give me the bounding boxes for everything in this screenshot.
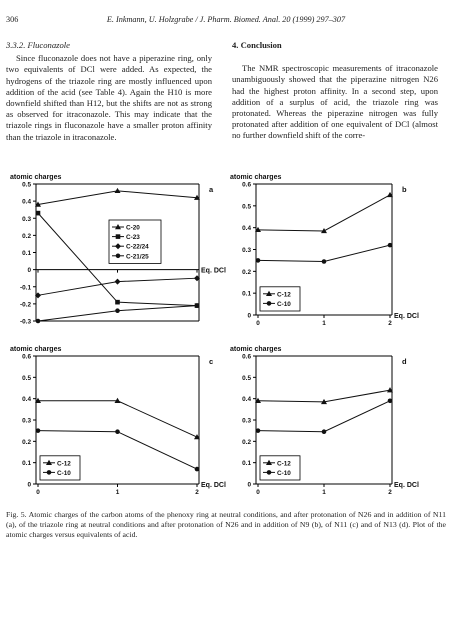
- y-tick-label: 0.3: [22, 215, 31, 223]
- data-point: [36, 428, 41, 433]
- y-tick-label: 0.2: [242, 438, 251, 446]
- data-point: [116, 254, 121, 259]
- y-tick-label: 0.2: [242, 268, 251, 276]
- y-tick-label: -0.1: [19, 284, 31, 292]
- y-tick-label: 0.1: [242, 460, 251, 468]
- y-tick-label: 0.2: [22, 438, 31, 446]
- data-point: [115, 308, 120, 313]
- y-tick-label: 0: [247, 481, 251, 489]
- section-heading: 3.3.2. Fluconazole: [6, 40, 70, 50]
- figure-5: [6, 168, 446, 503]
- data-point: [322, 259, 327, 264]
- y-tick-label: 0.6: [242, 353, 251, 361]
- y-axis-label: atomic charges: [230, 346, 282, 353]
- x-axis-label: Eq. DCl: [201, 267, 226, 275]
- data-point: [115, 300, 120, 305]
- x-tick-label: 2: [388, 489, 392, 496]
- y-tick-label: 0.1: [22, 250, 31, 257]
- y-tick-label: 0.3: [242, 247, 251, 254]
- legend-label: C-20: [126, 224, 140, 232]
- x-tick-label: 0: [36, 489, 40, 496]
- y-tick-label: 0.2: [22, 232, 31, 240]
- body-paragraph: Since fluconazole does not have a piperazine ring, only two equivalents of DCl were added. As expected, the hydrogens of the triazole ring are mostly influenced upon addition of the acid (see Table 4). Again the H10 is more downfield shifted than H12, but the shifts are not as strong as observed for itraconazole. This may indicate that the triazole rings in fluconazole have a smaller proton affinity than the triazole in itraconazole.: [6, 53, 212, 142]
- panel-letter: a: [209, 185, 214, 194]
- y-tick-label: 0.6: [242, 181, 251, 189]
- y-tick-label: -0.2: [19, 301, 31, 309]
- data-point: [195, 303, 200, 308]
- y-tick-label: 0.3: [22, 417, 31, 425]
- y-axis-label: atomic charges: [230, 174, 282, 181]
- page-number: 306: [6, 15, 19, 24]
- y-tick-label: 0.1: [22, 460, 31, 468]
- data-point: [388, 399, 393, 404]
- data-point: [256, 258, 261, 263]
- y-axis-label: atomic charges: [10, 174, 62, 181]
- data-point: [36, 319, 41, 324]
- series-line: [38, 306, 197, 321]
- legend-label: C-22/24: [126, 243, 149, 251]
- panel-letter: d: [402, 357, 407, 366]
- left-column: [6, 40, 212, 143]
- data-point: [115, 429, 120, 434]
- y-tick-label: 0.4: [242, 225, 251, 233]
- legend-label: C-21/25: [126, 253, 149, 261]
- x-tick-label: 1: [322, 320, 326, 327]
- legend-label: C-12: [277, 460, 291, 468]
- x-tick-label: 1: [115, 489, 120, 496]
- panel-letter: c: [209, 357, 214, 366]
- y-axis-label: atomic charges: [10, 346, 62, 353]
- panel-letter: b: [402, 185, 407, 194]
- y-tick-label: 0.1: [242, 290, 251, 298]
- legend-label: C-10: [277, 300, 291, 308]
- y-tick-label: 0: [27, 481, 31, 489]
- legend-label: C-10: [277, 469, 291, 477]
- x-tick-label: 2: [388, 320, 392, 327]
- legend-label: C-10: [57, 469, 71, 477]
- y-tick-label: 0.5: [242, 374, 251, 382]
- series-line: [258, 195, 390, 231]
- x-tick-label: 0: [256, 320, 260, 327]
- data-point: [267, 301, 272, 306]
- y-tick-label: 0.3: [242, 417, 251, 425]
- data-point: [195, 467, 200, 472]
- x-tick-label: 2: [195, 489, 199, 496]
- data-point: [388, 243, 393, 248]
- y-tick-label: 0.5: [22, 374, 31, 382]
- section-heading: 4. Conclusion: [232, 40, 282, 50]
- y-tick-label: -0.3: [19, 318, 31, 326]
- figure-caption: Fig. 5. Atomic charges of the carbon atoms of the phenoxy ring at neutral conditions, and after protonation of N26 and in addition of N11 (a), of the triazole ring at neutral conditions and after protonation of N26 and in addition of N9 (b), of N11 (c) and of N13 (d). Plot of the atomic charges versus equivalents of acid.: [6, 510, 446, 540]
- body-paragraph: The NMR spectroscopic measurements of itraconazole unambiguously showed that the piperazine nitrogen N26 had the highest proton affinity. In a second step, upon addition of a surplus of acid, the triazole ring was protonated. Whereas the piperazine nitrogen was fully protonated after addition of one equivalent of DCl (almost no further downfield shift of the corre-: [232, 63, 438, 141]
- legend-label: C-12: [277, 291, 291, 299]
- legend-label: C-12: [57, 460, 71, 468]
- data-point: [116, 234, 121, 239]
- x-axis-label: Eq. DCl: [201, 482, 226, 489]
- y-tick-label: 0.4: [22, 198, 31, 206]
- data-point: [322, 429, 327, 434]
- x-axis-label: Eq. DCl: [394, 313, 419, 320]
- data-point: [36, 211, 41, 216]
- series-line: [258, 401, 390, 432]
- data-point: [115, 279, 121, 285]
- data-point: [47, 470, 52, 475]
- y-tick-label: 0.5: [22, 181, 31, 189]
- legend-label: C-23: [126, 234, 140, 242]
- journal-citation: E. Inkmann, U. Holzgrabe / J. Pharm. Biomed. Anal. 20 (1999) 297–307: [106, 15, 346, 24]
- y-tick-label: 0: [27, 267, 31, 275]
- x-axis-label: Eq. DCl: [394, 482, 419, 489]
- data-point: [267, 470, 272, 475]
- data-point: [256, 428, 261, 433]
- x-tick-label: 1: [322, 489, 326, 496]
- figure-5-charts: [6, 168, 446, 503]
- series-line: [258, 245, 390, 261]
- y-tick-label: 0: [247, 312, 251, 320]
- y-tick-label: 0.4: [22, 396, 31, 404]
- y-tick-label: 0.5: [242, 203, 251, 211]
- y-tick-label: 0.6: [22, 353, 31, 361]
- x-tick-label: 0: [256, 489, 260, 496]
- y-tick-label: 0.4: [242, 396, 251, 404]
- data-point: [115, 188, 121, 193]
- right-column: [232, 40, 438, 142]
